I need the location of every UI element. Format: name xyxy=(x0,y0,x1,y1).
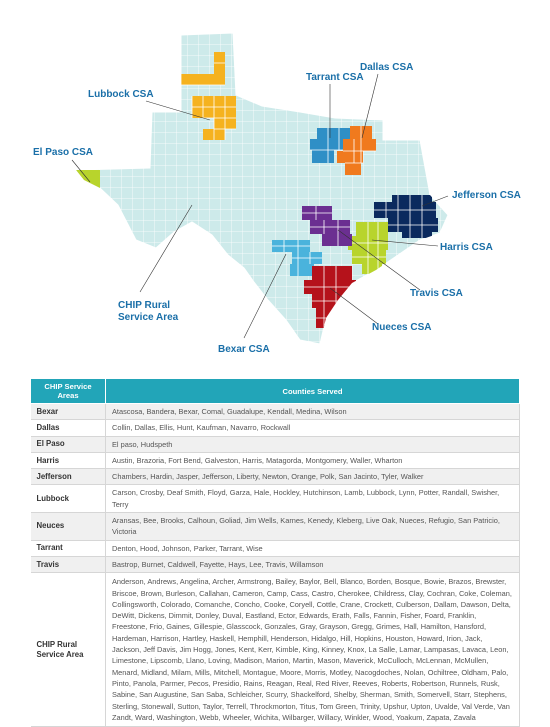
table-row xyxy=(31,513,520,541)
counties-served-cell: Chambers, Hardin, Jasper, Jefferson, Liberty, Newton, Orange, Polk, San Jacinto, Tyler, Walker xyxy=(106,469,520,485)
table-row xyxy=(31,420,520,436)
service-area-table-wrap xyxy=(30,378,520,727)
service-area-cell: Jefferson xyxy=(31,469,106,485)
counties-served-cell: Carson, Crosby, Deaf Smith, Floyd, Garza, Hale, Hockley, Hutchinson, Lamb, Lubbock, Lynn, Potter, Randall, Swisher, Terry xyxy=(106,485,520,513)
table-row xyxy=(31,540,520,556)
counties-served-cell: El paso, Hudspeth xyxy=(106,436,520,452)
jefferson-label: Jefferson CSA xyxy=(452,190,521,201)
harris-label: Harris CSA xyxy=(440,242,493,253)
table-row xyxy=(31,556,520,572)
service-area-table xyxy=(30,378,520,727)
lubbock-label: Lubbock CSA xyxy=(88,89,154,100)
service-area-cell: Harris xyxy=(31,452,106,468)
header-chip-service-areas xyxy=(31,379,106,404)
header-counties-served: Counties Served xyxy=(106,379,520,404)
bexar-label: Bexar CSA xyxy=(218,344,270,355)
el-paso-csa-region xyxy=(76,170,100,212)
table-row xyxy=(31,485,520,513)
table-header-row xyxy=(31,379,520,404)
rural-label-line2: Service Area xyxy=(118,312,179,323)
counties-served-cell: Austin, Brazoria, Fort Bend, Galveston, Harris, Matagorda, Montgomery, Waller, Wharton xyxy=(106,452,520,468)
service-area-cell: Travis xyxy=(31,556,106,572)
service-area-cell: Lubbock xyxy=(31,485,106,513)
counties-served-cell: Collin, Dallas, Ellis, Hunt, Kaufman, Navarro, Rockwall xyxy=(106,420,520,436)
table-row xyxy=(31,404,520,420)
nueces-leader-line xyxy=(330,288,378,324)
counties-served-cell: Atascosa, Bandera, Bexar, Comal, Guadalupe, Kendall, Medina, Wilson xyxy=(106,404,520,420)
table-row xyxy=(31,573,520,727)
travis-label: Travis CSA xyxy=(410,288,463,299)
service-area-cell: Neuces xyxy=(31,513,106,541)
service-area-cell: CHIP Rural Service Area xyxy=(31,573,106,727)
nueces-label: Nueces CSA xyxy=(372,322,432,333)
dallas-label: Dallas CSA xyxy=(360,62,414,73)
table-row xyxy=(31,436,520,452)
el-paso-label: El Paso CSA xyxy=(33,147,94,158)
header-area-line2: Areas xyxy=(57,391,79,400)
service-area-cell: Dallas xyxy=(31,420,106,436)
service-area-cell: Bexar xyxy=(31,404,106,420)
table-row xyxy=(31,452,520,468)
header-area-line1: CHIP Service xyxy=(44,382,92,391)
counties-served-cell: Aransas, Bee, Brooks, Calhoun, Goliad, Jim Wells, Karnes, Kenedy, Kleberg, Live Oak, Nueces, Refugio, San Patricio, Victoria xyxy=(106,513,520,541)
service-area-cell: Tarrant xyxy=(31,540,106,556)
texas-state-shape xyxy=(76,33,448,344)
service-area-cell: El Paso xyxy=(31,436,106,452)
table-row xyxy=(31,469,520,485)
tarrant-label: Tarrant CSA xyxy=(306,72,364,83)
counties-served-cell: Bastrop, Burnet, Caldwell, Fayette, Hays, Lee, Travis, Willamson xyxy=(106,556,520,572)
counties-served-cell: Denton, Hood, Johnson, Parker, Tarrant, Wise xyxy=(106,540,520,556)
counties-served-cell: Anderson, Andrews, Angelina, Archer, Armstrong, Bailey, Baylor, Bell, Blanco, Borden, Bosque, Bowie, Brazos, Brewster, Briscoe, Brown, Burleson, Callahan, Cameron, Camp, Cass, Castro, Cherokee, Childress, Clay, Cochran, Coke, Coleman, Collingsworth, Colorado, Comanche, Concho, Cooke, Coryell, Cottle, Crane, Crockett, Culberson, Dallam, Dawson, Delta, DeWitt, Dickens, Dimmit, Donley, Duval, Eastland, Ector, Edwards, Erath, Falls, Fannin, Fisher, Foard, Franklin, Freestone, Frio, Gaines, Gillespie, Glasscock, Gonzales, Gray, Grayson, Gregg, Grimes, Hall, Hamilton, Hansford, Hardeman, Harrison, Hartley, Haskell, Hemphill, Henderson, Hidalgo, Hill, Hopkins, Houston, Howard, Irion, Jack, Jackson, Jeff Davis, Jim Hogg, Jones, Kent, Kerr, Kimble, King, Kinney, Knox, La Salle, Lamar, Lampasas, Lavaca, Leon, Limestone, Lipscomb, Llano, Loving, Madison, Marion, Martin, Mason, Maverick, McCulloch, McLennan, McMullen, Menard, Midland, Milam, Mills, Mitchell, Montague, Moore, Morris, Motley, Nacogdoches, Nolan, Ochiltree, Oldham, Palo, Pinto, Panola, Parmer, Pecos, Presidio, Rains, Reagan, Real, Red River, Reeves, Roberts, Robertson, Runnels, Rusk, Sabine, San Augustine, San Saba, Schleicher, Scurry, Shackelford, Shelby, Sherman, Smith, Somervell, Starr, Stephens, Sterling, Stonewall, Sutton, Taylor, Terrell, Throckmorton, Titus, Tom Green, Trinity, Upshur, Upton, Uvalde, Val Verde, Van Zandt, Ward, Washington, Webb, Wheeler, Wichita, Wilbarger, Willacy, Winkler, Wood, Yoakum, Zapata, Zavala xyxy=(106,573,520,727)
rural-label-line1: CHIP Rural xyxy=(118,300,171,311)
